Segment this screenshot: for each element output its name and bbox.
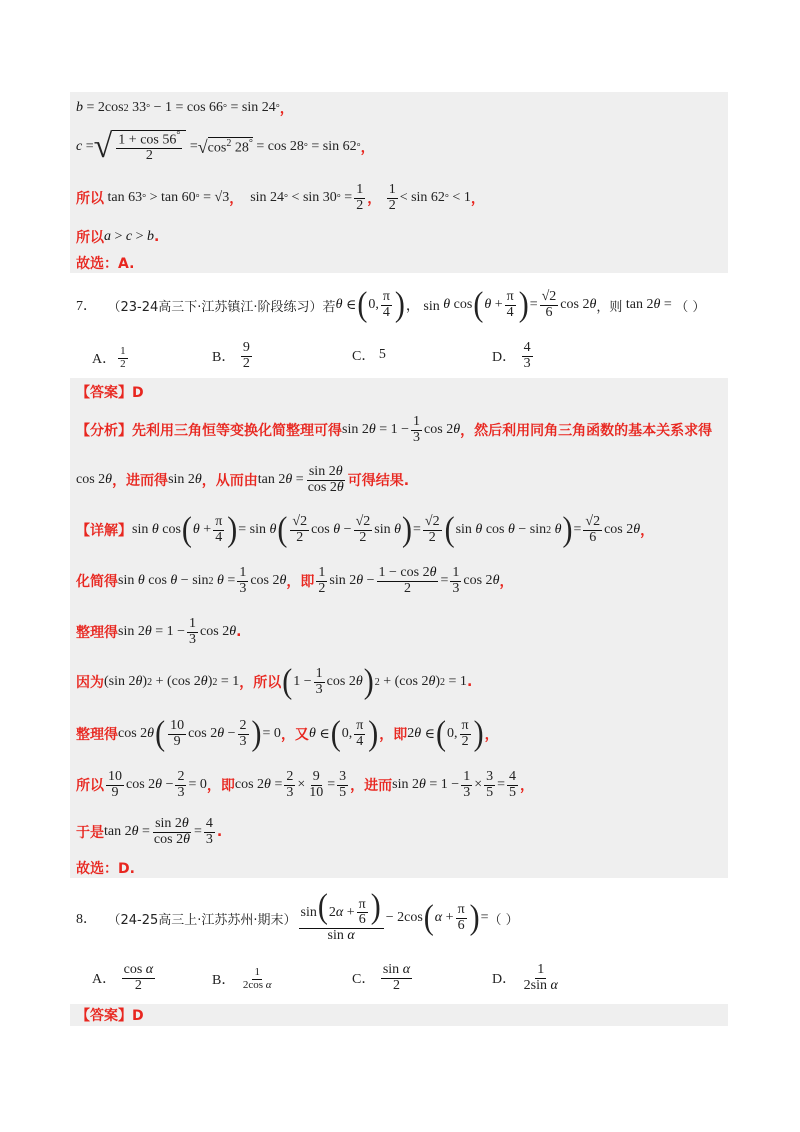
- q7-number: 7．: [76, 299, 97, 314]
- q7-answer: 【答案】D: [76, 385, 144, 401]
- q7-detail-3: 整理得 sin 2 θ = 1 − $\frac{1}{3}$ cos 2 θ .: [76, 615, 242, 647]
- q7-answer-paren: （ ）: [675, 299, 706, 315]
- prev-answer: 故选：A.: [76, 256, 135, 272]
- q7-detail-4: 因为 (sin 2 θ ) 2 + (cos 2 θ ) 2 = 1 ，所以 ( 1 − $\frac{1}{3}$ cos 2 θ ) 2 + (cos 2 θ ) 2 = 1 .: [76, 662, 473, 701]
- q7-final: 故选：D.: [76, 861, 135, 877]
- q8-option-d[interactable]: D． $\frac{1}{\text{2sin α}}$: [492, 961, 558, 993]
- q7-option-a[interactable]: A． $\frac{1}{2}$: [92, 344, 126, 370]
- q8-stem: 8． （24-25高三上·江苏苏州·期末） sin(2α + $\frac{\pi}{6}$ ) sin α − 2cos ( α + $\frac{\pi}{6}$ ) = （ ）: [76, 887, 519, 944]
- q8-number: 8．: [76, 912, 97, 927]
- q8-option-a[interactable]: A． $\frac{\text{cos α}}{2}$: [92, 961, 154, 993]
- q7-detail-1: 【详解】 sin θ cos ( θ + $\frac{\pi}{4}$ ) = sin θ ( $\frac{√2}{2}$ cos θ − $\frac{√2}{2}$ sin θ ) = $\frac{√2}{2}$ ( sin θ cos θ − sin 2 θ ) = $\frac{√2}{6}$ cos 2 θ ，: [76, 510, 655, 549]
- q7-analysis-2: cos 2 θ ，进而得 sin 2 θ ，从而由 tan 2 θ = $\frac{\sin 2\theta}{\cos 2\theta}$ 可得结果.: [76, 463, 410, 495]
- q7-source: （23-24高三下·江苏镇江·阶段练习）: [107, 299, 323, 315]
- q8-option-c[interactable]: C． $\frac{\text{sin α}}{2}$: [352, 961, 411, 993]
- q7-stem: 7． （23-24高三下·江苏镇江·阶段练习） 若 θ ∈ ( 0, $\frac{\pi}{4}$ ) ， sin θ cos ( θ + $\frac{\pi}{4}$ ) = $\frac{√2}{6}$ cos 2 θ ，则 tan 2 θ = （ ）: [76, 285, 706, 324]
- q7-option-c[interactable]: C． 5: [352, 347, 386, 364]
- line-b: b = 2cos 2 33 ° − 1 = cos 66 ° = sin 24 ° ，: [76, 100, 294, 117]
- q7-analysis-1: 【分析】 先利用三角恒等变换化简整理可得 sin 2 θ = 1 − $\frac{1}{3}$ cos 2 θ ，然后利用同角三角函数的基本关系求得: [76, 413, 713, 445]
- line-order: 所以 a > c > b .: [76, 229, 160, 246]
- q7-detail-7: 于是 tan 2 θ = $\frac{\sin 2\theta}{\cos 2\theta}$ = $\frac{4}{3}$ .: [76, 815, 223, 847]
- q8-answer: 【答案】D: [76, 1008, 144, 1024]
- q7-detail-2: 化简得 sin θ cos θ − sin 2 θ = $\frac{1}{3}$ cos 2 θ ，即 $\frac{1}{2}$ sin 2 θ − $\frac{1 - \cos 2\theta}{2}$ = $\frac{1}{3}$ cos 2 θ ，: [76, 564, 514, 596]
- line-tan: 所以 tan 63 ° > tan 60 ° = √3 ， sin 24 ° < sin 30 ° = $\frac{1}{2}$ ， $\frac{1}{2}$ < sin 62 ° < 1 ，: [76, 181, 485, 213]
- q7-option-d[interactable]: D． $\frac{4}{3}$: [492, 339, 531, 371]
- q8-option-b[interactable]: B． $\frac{1}{\text{2cos α}}$: [212, 965, 272, 991]
- q8-source: （24-25高三上·江苏苏州·期末）: [107, 912, 297, 928]
- line-c: c = √ $\frac{1 + \cos 56^\circ}{2}$ = √ $\cos^2 28^\circ$ = cos 28 ° = sin 62 ° ，: [76, 128, 375, 165]
- q7-option-b[interactable]: B． $\frac{9}{2}$: [212, 339, 250, 371]
- q7-detail-6: 所以 $\frac{10}{9}$ cos 2 θ − $\frac{2}{3}$ = 0 ，即 cos 2 θ = $\frac{2}{3}$ × $\frac{9}{10}$ = $\frac{3}{5}$ ，进而 sin 2 θ = 1 − $\frac{1}{3}$ × $\frac{3}{5}$ = $\frac{4}{5}$ ，: [76, 768, 534, 800]
- q8-answer-panel: [70, 1004, 728, 1026]
- q7-detail-5: 整理得 cos 2 θ ( $\frac{10}{9}$ cos 2 θ − $\frac{2}{3}$ ) = 0 ，又 θ ∈ ( 0, $\frac{\pi}{4}$ ) ，即 2 θ ∈ ( 0, $\frac{\pi}{2}$ ) ，: [76, 714, 499, 753]
- q8-answer-paren: （ ）: [488, 912, 519, 928]
